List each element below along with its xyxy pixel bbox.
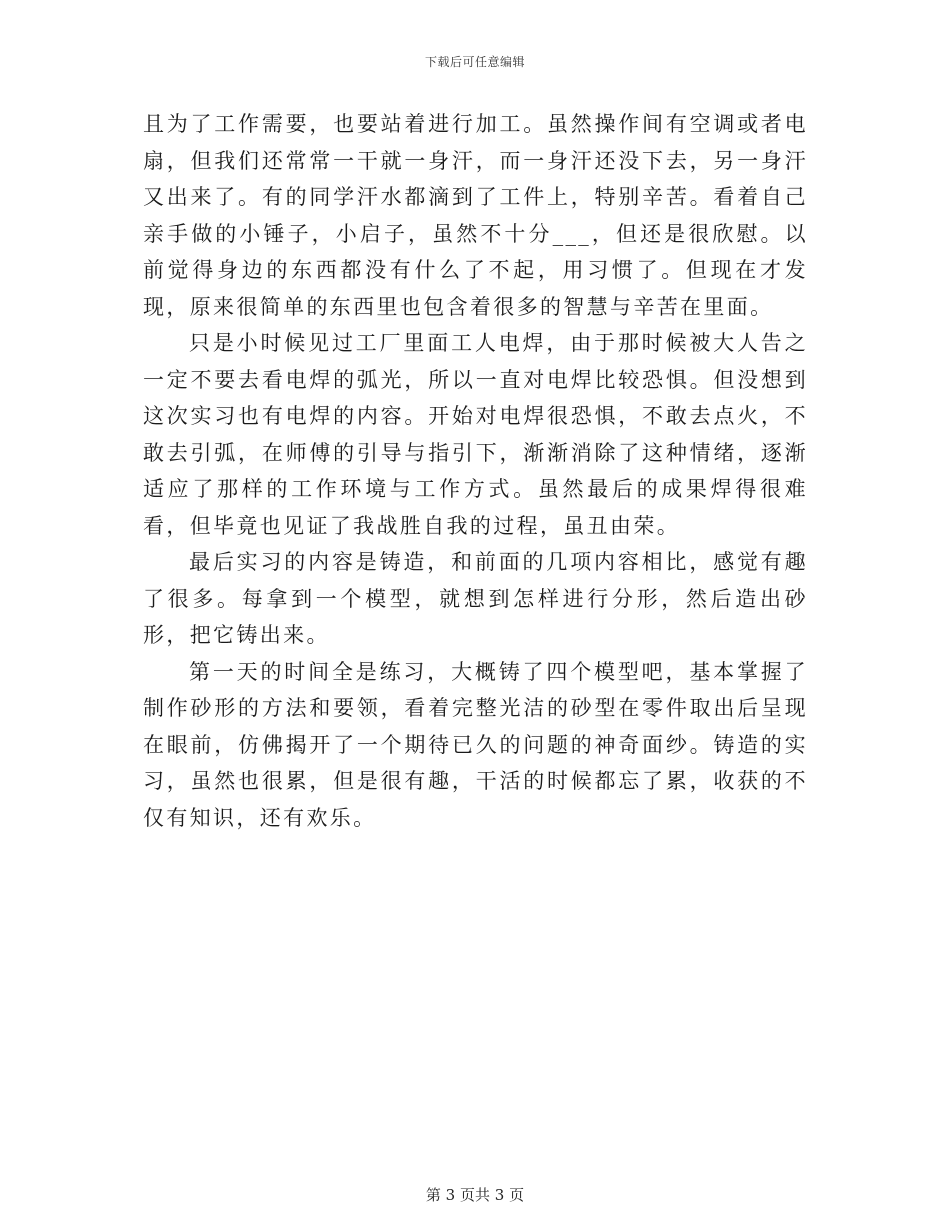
paragraph-2: 只是小时候见过工厂里面工人电焊，由于那时候被大人告之一定不要去看电焊的弧光，所以一直对电焊比较恐惧。但没想到这次实习也有电焊的内容。开始对电焊很恐惧，不敢去点火，不敢去引弧，在师傅的引导与指引下，渐渐消除了这种情绪，逐渐适应了那样的工作环境与工作方式。虽然最后的成果焊得很难看，但毕竟也见证了我战胜自我的过程，虽丑由荣。 [143,331,808,538]
document-body [143,106,808,836]
page-number-footer: 第 3 页共 3 页 [425,1186,525,1204]
paragraph-3: 最后实习的内容是铸造，和前面的几项内容相比，感觉有趣了很多。每拿到一个模型，就想到怎样进行分形，然后造出砂形，把它铸出来。 [143,550,808,647]
paragraph-1: 且为了工作需要，也要站着进行加工。虽然操作间有空调或者电扇，但我们还常常一干就一身汗，而一身汗还没下去，另一身汗又出来了。有的同学汗水都滴到了工件上，特别辛苦。看着自己亲手做的小锤子，小启子，虽然不十分___，但还是很欣慰。以前觉得身边的东西都没有什么了不起，用习惯了。但现在才发现，原来很简单的东西里也包含着很多的智慧与辛苦在里面。 [143,112,808,319]
page-header-note: 下载后可任意编辑 [424,55,525,69]
paragraph-4: 第一天的时间全是练习，大概铸了四个模型吧，基本掌握了制作砂形的方法和要领，看着完整光洁的砂型在零件取出后呈现在眼前，仿佛揭开了一个期待已久的问题的神奇面纱。铸造的实习，虽然也很累，但是很有趣，干活的时候都忘了累，收获的不仅有知识，还有欢乐。 [143,659,808,830]
